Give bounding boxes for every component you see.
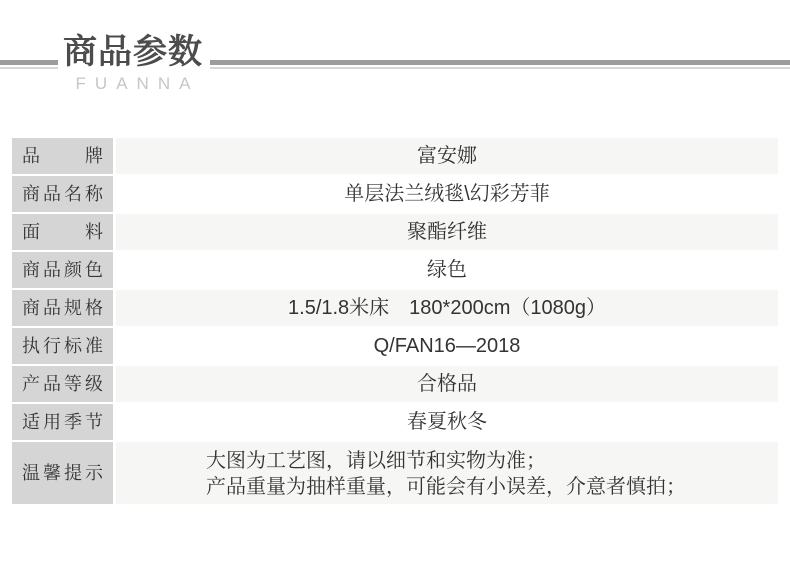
- row-value: 春夏秋冬: [116, 404, 778, 440]
- table-row-notice: [12, 442, 778, 504]
- row-label: 适用季节: [12, 404, 113, 440]
- header-divider-left-dark: [0, 60, 58, 65]
- row-label: 商品颜色: [12, 252, 113, 288]
- row-value: 绿色: [116, 252, 778, 288]
- row-label: 品牌: [12, 138, 113, 174]
- table-row-product-name: [12, 176, 778, 212]
- row-value: 富安娜: [116, 138, 778, 174]
- notice-line-2: 产品重量为抽样重量，可能会有小误差，介意者慎拍；: [206, 476, 686, 498]
- brand-subtitle: FUANNA: [75, 74, 200, 93]
- row-value: 聚酯纤维: [116, 214, 778, 250]
- product-spec-table: [12, 138, 778, 506]
- table-row-standard: [12, 328, 778, 364]
- row-label: 执行标准: [12, 328, 113, 364]
- row-value: [116, 442, 778, 504]
- row-value: Q/FAN16—2018: [116, 328, 778, 364]
- row-value: 合格品: [116, 366, 778, 402]
- row-value: 单层法兰绒毯\幻彩芳菲: [116, 176, 778, 212]
- notice-line-1: 大图为工艺图，请以细节和实物为准；: [206, 450, 546, 472]
- row-value: 1.5/1.8米床 180*200cm（1080g）: [116, 290, 778, 326]
- header-divider-right-light: [210, 67, 790, 69]
- section-header: [63, 30, 203, 94]
- table-row-size: [12, 290, 778, 326]
- table-row-fabric: [12, 214, 778, 250]
- row-label: 面料: [12, 214, 113, 250]
- table-row-season: [12, 404, 778, 440]
- row-label: 温馨提示: [12, 442, 113, 504]
- header-divider-left-light: [0, 67, 58, 69]
- row-label: 产品等级: [12, 366, 113, 402]
- header-divider-right-dark: [210, 60, 790, 65]
- section-title: 商品参数: [63, 33, 203, 71]
- row-label: 商品名称: [12, 176, 113, 212]
- row-label: 商品规格: [12, 290, 113, 326]
- table-row-grade: [12, 366, 778, 402]
- table-row-color: [12, 252, 778, 288]
- table-row-brand: [12, 138, 778, 174]
